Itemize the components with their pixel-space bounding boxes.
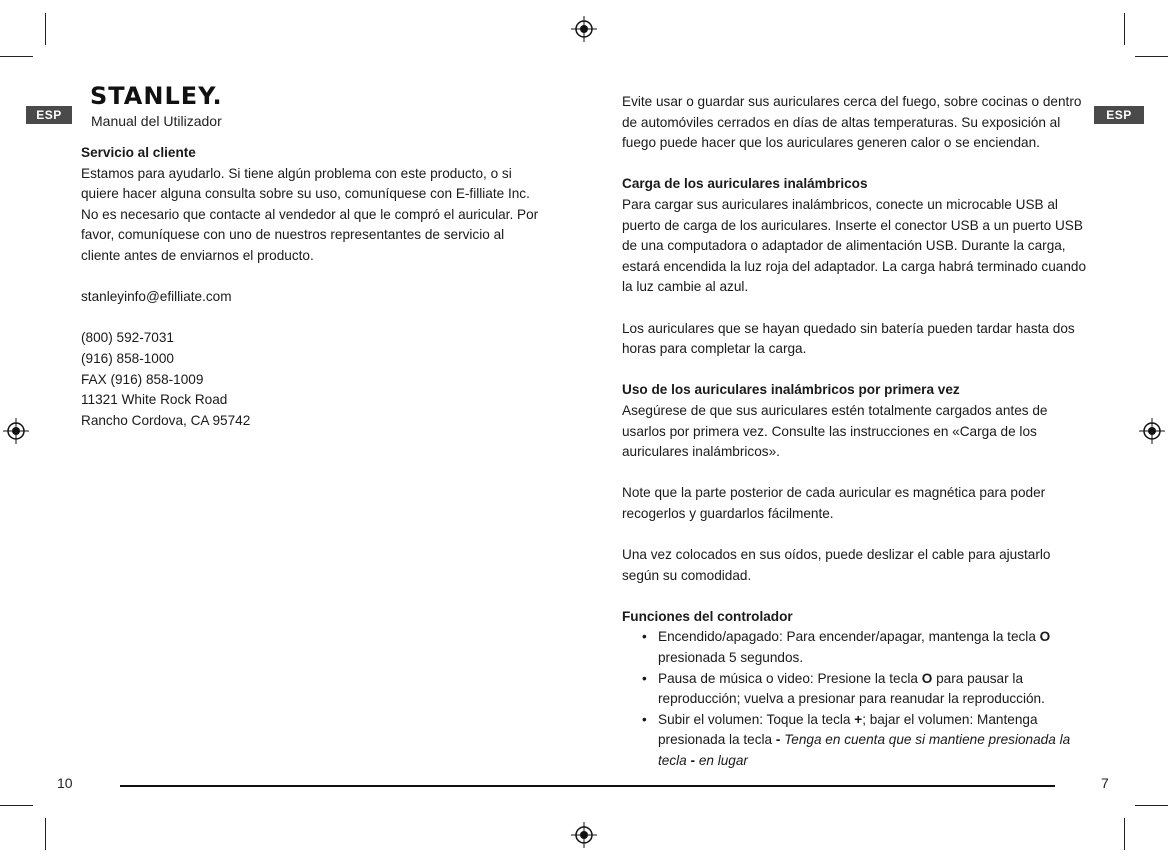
power-text-2: presionada 5 segundos. <box>658 650 804 666</box>
crop-mark <box>1124 13 1125 45</box>
volume-text: Subir el volumen: Toque la tecla <box>658 711 851 727</box>
pause-text: Pausa de música o video: Presione la tecla <box>658 670 918 686</box>
pause-text-2: para pausar la reproducción; vuelva a presionar para reanudar la reproducción. <box>658 670 1045 707</box>
right-page-content <box>622 92 1090 772</box>
registration-mark-icon <box>571 822 597 848</box>
volume-note-2: en lugar <box>698 753 748 768</box>
fire-warning: Evite usar o guardar sus auriculares cerca del fuego, sobre cocinas o dentro de automóviles cerrados en días de altas temperaturas. Su exposición al fuego puede hacer que los auriculares generen calor o se enciendan. <box>622 94 1082 151</box>
registration-mark-icon <box>3 418 29 444</box>
first-use-body: Asegúrese de que sus auriculares estén totalmente cargados antes de usarlos por primera vez. Consulte las instrucciones en «Carga de los auriculares inalámbricos». <box>622 402 1048 460</box>
manual-subtitle: Manual del Utilizador <box>91 113 222 129</box>
volume-text-2: ; bajar el volumen: Mantenga presionada la tecla <box>658 711 1038 748</box>
contact-line: 11321 White Rock Road <box>81 392 228 408</box>
language-badge-left: ESP <box>26 106 72 124</box>
left-page-number: 10 <box>57 775 73 791</box>
crop-mark <box>0 56 33 57</box>
service-body: Estamos para ayudarlo. Si tiene algún problema con este producto, o si quiere hacer alguna consulta sobre su uso, comuníquese con E-filliate Inc. No es necesario que contacte al vendedor al que le compró el auricular. Por favor, comuníquese con uno de nuestros representantes de servicio al cliente antes de enviarnos el producto. <box>81 165 539 263</box>
volume-note: Tenga en cuenta que si mantiene presionada la tecla <box>658 732 1071 768</box>
contact-line: (800) 592-7031 <box>81 330 174 346</box>
service-heading: Servicio al cliente <box>81 145 196 160</box>
contact-line: (916) 858-1000 <box>81 350 174 366</box>
charging-body: Para cargar sus auriculares inalámbricos, conecte un microcable USB al puerto de carga de los auriculares. Inserte el conector USB a un puerto USB de una computadora o adaptador de alimentación USB. Durante la carga, estará encendida la luz roja del adaptador. La carga habrá terminado cuando la luz cambie al azul. <box>622 196 1087 295</box>
contact-line: Rancho Cordova, CA 95742 <box>81 412 251 428</box>
minus-key-icon-2: - <box>690 753 696 768</box>
first-use-heading: Uso de los auriculares inalámbricos por primera vez <box>622 382 960 398</box>
crop-mark <box>1135 805 1168 806</box>
crop-mark <box>45 13 46 45</box>
list-item <box>622 669 1090 710</box>
contact-line: FAX (916) 858-1009 <box>81 371 204 387</box>
registration-mark-icon <box>1139 418 1165 444</box>
cable-note: Una vez colocados en sus oídos, puede deslizar el cable para ajustarlo según su comodidad. <box>622 547 1051 583</box>
controls-heading: Funciones del controlador <box>622 608 793 624</box>
language-badge-right: ESP <box>1094 106 1144 124</box>
power-text: Encendido/apagado: Para encender/apagar, mantenga la tecla <box>658 629 1036 645</box>
right-page-number: 7 <box>1101 775 1109 791</box>
battery-note: Los auriculares que se hayan quedado sin batería pueden tardar hasta dos horas para completar la carga. <box>622 320 1075 357</box>
support-email: stanleyinfo@efilliate.com <box>81 289 232 305</box>
plus-key-icon: + <box>854 711 863 727</box>
magnetic-note: Note que la parte posterior de cada auricular es magnética para poder recogerlos y guardarlos fácilmente. <box>622 485 1046 521</box>
charging-heading: Carga de los auriculares inalámbricos <box>622 176 868 192</box>
left-page-content <box>81 143 541 431</box>
minus-key-icon: - <box>775 732 781 748</box>
crop-mark <box>1135 56 1168 57</box>
brand-logo: STANLEY. <box>90 82 223 110</box>
footer-rule <box>120 785 1055 787</box>
power-key-icon: O <box>1039 629 1051 645</box>
list-item <box>622 710 1090 772</box>
controls-list <box>622 627 1090 771</box>
crop-mark <box>1124 818 1125 850</box>
list-item <box>622 627 1090 668</box>
crop-mark <box>45 818 46 850</box>
pause-key-icon: O <box>921 670 933 686</box>
registration-mark-icon <box>571 16 597 42</box>
crop-mark <box>0 805 33 806</box>
